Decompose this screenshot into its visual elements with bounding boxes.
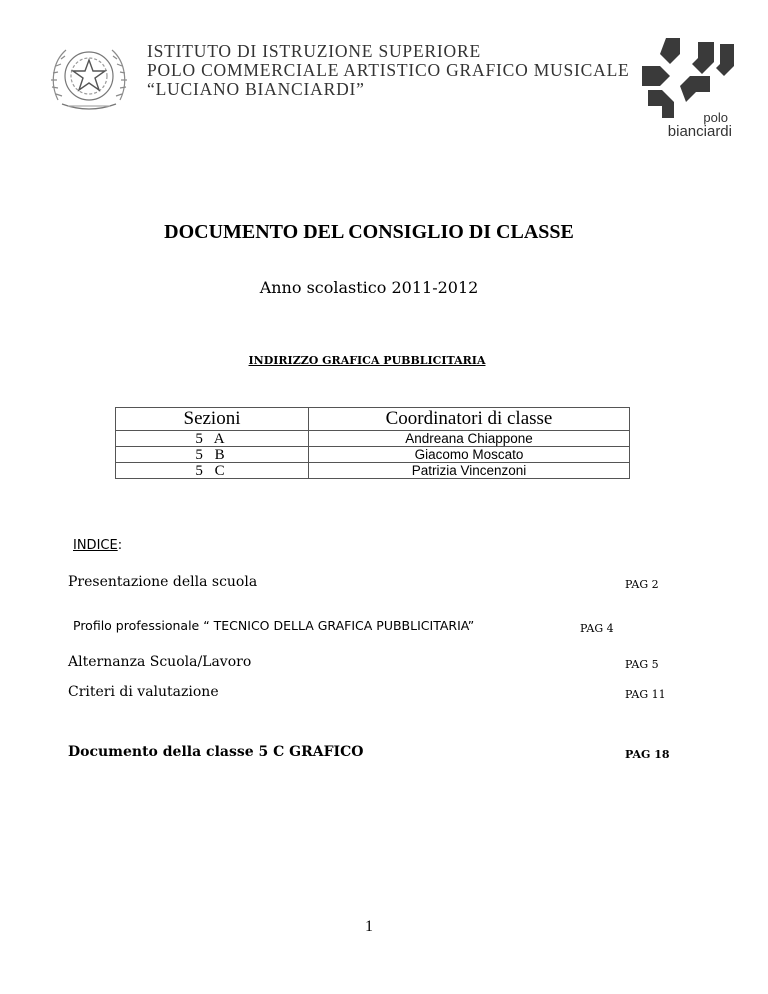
logo-text-polo: polo bbox=[703, 110, 728, 125]
column-header-coordinatori: Coordinatori di classe bbox=[309, 408, 630, 431]
coordinator-cell: Patrizia Vincenzoni bbox=[309, 463, 630, 479]
section-cell: 5 B bbox=[116, 447, 309, 463]
index-item-page: PAG 11 bbox=[625, 688, 666, 701]
index-item-label: Criteri di valutazione bbox=[68, 684, 219, 700]
header-line-3: “LUCIANO BIANCIARDI” bbox=[147, 79, 365, 99]
republic-emblem-icon bbox=[48, 40, 130, 112]
table-row bbox=[116, 463, 630, 479]
index-heading-label: INDICE bbox=[73, 538, 118, 553]
index-item-page: PAG 18 bbox=[625, 748, 670, 761]
school-header bbox=[147, 42, 630, 99]
index-item-label: Alternanza Scuola/Lavoro bbox=[68, 654, 252, 670]
index-item-page: PAG 5 bbox=[625, 658, 659, 671]
index-item-page: PAG 4 bbox=[580, 622, 614, 635]
school-year: Anno scolastico 2011-2012 bbox=[259, 278, 479, 297]
logo-text bbox=[640, 112, 736, 139]
table-row bbox=[116, 447, 630, 463]
coordinator-cell: Giacomo Moscato bbox=[309, 447, 630, 463]
index-heading-colon: : bbox=[117, 538, 123, 553]
index-item-label: Profilo professionale “ TECNICO DELLA GRAFICA PUBBLICITARIA” bbox=[73, 618, 475, 633]
table-header-row bbox=[116, 408, 630, 431]
column-header-sezioni: Sezioni bbox=[116, 408, 309, 431]
page-number: 1 bbox=[365, 918, 373, 935]
header-line-1: ISTITUTO DI ISTRUZIONE SUPERIORE bbox=[147, 41, 481, 61]
sections-table bbox=[115, 407, 630, 479]
logo-text-bianciardi: bianciardi bbox=[667, 123, 732, 140]
course-indirizzo: INDIRIZZO GRAFICA PUBBLICITARIA bbox=[248, 354, 486, 367]
document-title: DOCUMENTO DEL CONSIGLIO DI CLASSE bbox=[164, 221, 574, 243]
section-cell: 5 C bbox=[116, 463, 309, 479]
coordinator-cell: Andreana Chiappone bbox=[309, 431, 630, 447]
table-row bbox=[116, 431, 630, 447]
section-cell: 5 A bbox=[116, 431, 309, 447]
index-item-label: Presentazione della scuola bbox=[68, 574, 258, 590]
header-line-2: POLO COMMERCIALE ARTISTICO GRAFICO MUSICALE bbox=[147, 60, 630, 80]
index-item-label: Documento della classe 5 C GRAFICO bbox=[68, 744, 364, 760]
index-heading bbox=[73, 538, 122, 553]
index-item-page: PAG 2 bbox=[625, 578, 659, 591]
